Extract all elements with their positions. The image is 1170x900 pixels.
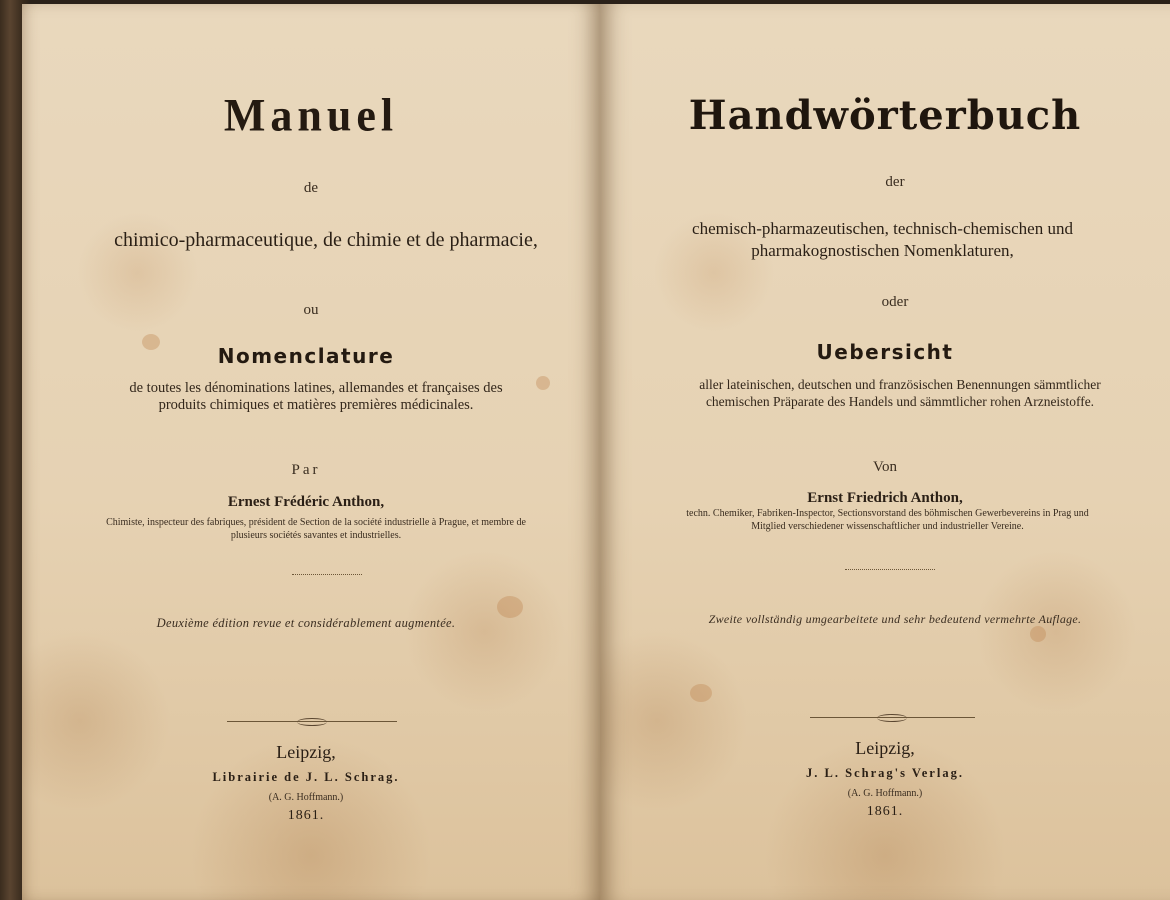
foxing-stain (690, 684, 712, 702)
right-publisher: J. L. Schrag's Verlag. (806, 766, 964, 780)
left-description: de toutes les dénominations latines, allemandes et françaises des produits chimiques et matières premières médicinales. (129, 380, 503, 413)
foxing-stain (1030, 626, 1046, 642)
right-der: der (885, 174, 905, 190)
right-edition: Zweite vollständig umgearbeitete und sehr bedeutend vermehrte Auflage. (708, 612, 1082, 626)
right-oder: oder (881, 294, 909, 310)
left-subtitle: chimico-pharmaceutique, de chimie et de pharmacie, (114, 229, 538, 251)
left-author-description: Chimiste, inspecteur des fabriques, président de Section de la société industrielle à Prague, et membre de plusieurs sociétés savantes et industrielles. (106, 517, 526, 541)
right-heading: Uebersicht (816, 340, 954, 364)
left-year: 1861. (287, 808, 325, 823)
right-page (600, 4, 1170, 900)
left-author: Ernest Frédéric Anthon, (227, 494, 385, 510)
right-city: Leipzig, (855, 738, 915, 758)
right-von: Von (873, 459, 897, 475)
left-publisher: Librairie de J. L. Schrag. (212, 770, 400, 784)
right-title: Handwörterbuch (688, 92, 1082, 139)
left-de: de (303, 180, 319, 196)
right-year: 1861. (866, 804, 904, 819)
left-heading: Nomenclature (217, 344, 395, 368)
foxing-stain (497, 596, 523, 618)
right-author-description: techn. Chemiker, Fabriken-Inspector, Sectionsvorstand des böhmischen Gewerbevereins in Prag und Mitglied verschiedener wissenschaftlicher und industrieller Vereine. (686, 508, 1089, 532)
left-page (22, 4, 600, 900)
left-title: Manuel (223, 89, 399, 142)
right-subtitle: chemisch-pharmazeutischen, technisch-chemischen und pharmakognostischen Nomenklaturen, (692, 219, 1073, 260)
right-description: aller lateinischen, deutschen und französischen Benennungen sämmtlicher chemischen Präparate des Handels und sämmtlicher rohen Arzneistoffe. (699, 377, 1101, 409)
left-publisher-sub: (A. G. Hoffmann.) (268, 792, 344, 803)
left-edition: Deuxième édition revue et considérablement augmentée. (156, 616, 456, 630)
right-divider (845, 569, 935, 571)
left-city: Leipzig, (276, 742, 336, 762)
left-ornament (297, 718, 327, 726)
right-publisher-sub: (A. G. Hoffmann.) (847, 788, 923, 799)
left-ou: ou (303, 302, 319, 318)
left-divider (292, 574, 362, 576)
foxing-stain (536, 376, 550, 390)
left-par: Par (291, 462, 321, 478)
right-ornament (877, 714, 907, 722)
right-author: Ernst Friedrich Anthon, (807, 490, 963, 506)
